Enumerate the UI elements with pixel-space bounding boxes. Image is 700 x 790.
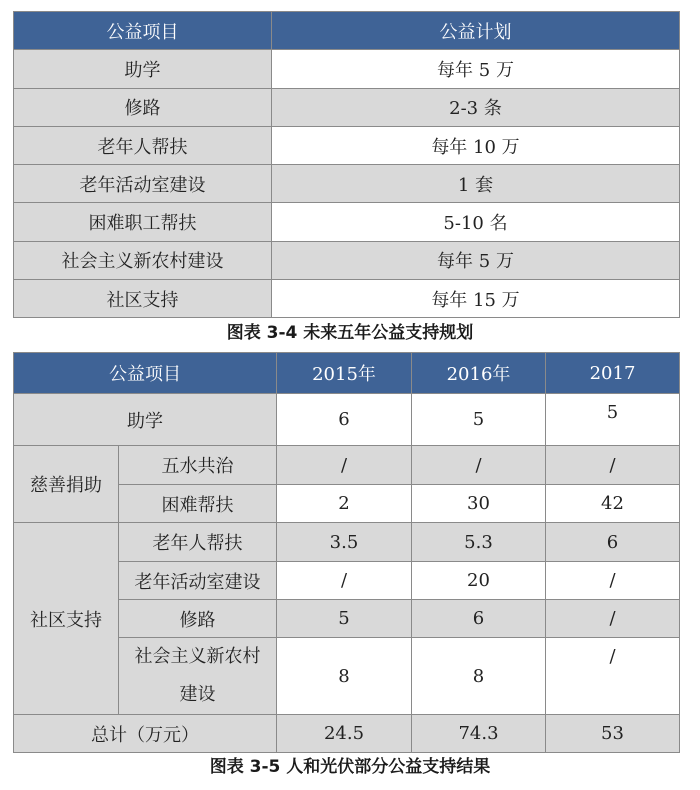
cell-2015: 5 xyxy=(277,600,412,638)
row-item: 困难职工帮扶 xyxy=(14,203,272,241)
table1-caption: 图表 3-4 未来五年公益支持规划 xyxy=(226,323,474,343)
total-label: 总计（万元） xyxy=(14,715,277,753)
results-table xyxy=(13,352,680,753)
cell-2016: 8 xyxy=(412,638,546,715)
cell-2017: / xyxy=(546,638,680,715)
table-row xyxy=(14,241,680,279)
cell-2017: / xyxy=(546,446,680,485)
cell-2016: 20 xyxy=(412,562,546,600)
table-row xyxy=(14,50,680,88)
table-header-row xyxy=(14,353,680,394)
cell-2016: / xyxy=(412,446,546,485)
cell-2016: 74.3 xyxy=(412,715,546,753)
cell-2017: / xyxy=(546,562,680,600)
cell-2015: / xyxy=(277,446,412,485)
cell-2015: 2 xyxy=(277,485,412,523)
row-item-line1: 社会主义新农村 xyxy=(134,646,261,667)
table-row xyxy=(14,203,680,241)
row-item: 老年活动室建设 xyxy=(119,562,277,600)
row-item: 五水共治 xyxy=(119,446,277,485)
row-item: 社区支持 xyxy=(14,280,272,318)
header-2017: 2017 xyxy=(546,353,680,394)
cell-2016: 5.3 xyxy=(412,523,546,562)
cell-2015: 6 xyxy=(277,394,412,446)
header-plan: 公益计划 xyxy=(272,12,680,50)
table-header-row xyxy=(14,12,680,50)
row-item: 修路 xyxy=(14,88,272,126)
row-plan: 2-3 条 xyxy=(272,88,680,126)
table-row xyxy=(14,446,680,485)
row-item: 助学 xyxy=(14,50,272,88)
cell-2017: 53 xyxy=(546,715,680,753)
header-2016: 2016年 xyxy=(412,353,546,394)
table-row xyxy=(14,165,680,203)
header-2015: 2015年 xyxy=(277,353,412,394)
table-row-total xyxy=(14,715,680,753)
row-plan: 每年 5 万 xyxy=(272,241,680,279)
cell-2017: / xyxy=(546,600,680,638)
row-item: 社会主义新农村建设 xyxy=(14,241,272,279)
cell-2015: 8 xyxy=(277,638,412,715)
row-item: 老年人帮扶 xyxy=(14,126,272,164)
cell-2016: 30 xyxy=(412,485,546,523)
cell-2017: 5 xyxy=(546,394,680,446)
row-plan: 5-10 名 xyxy=(272,203,680,241)
row-item: 助学 xyxy=(14,394,277,446)
cell-2015: / xyxy=(277,562,412,600)
cell-2015: 3.5 xyxy=(277,523,412,562)
row-item: 老年活动室建设 xyxy=(14,165,272,203)
cell-2016: 6 xyxy=(412,600,546,638)
row-item: 老年人帮扶 xyxy=(119,523,277,562)
cell-2015: 24.5 xyxy=(277,715,412,753)
group-label: 社区支持 xyxy=(14,523,119,715)
header-item: 公益项目 xyxy=(14,12,272,50)
row-item xyxy=(119,638,277,715)
row-item: 修路 xyxy=(119,600,277,638)
table-row xyxy=(14,394,680,446)
row-item: 困难帮扶 xyxy=(119,485,277,523)
header-item: 公益项目 xyxy=(14,353,277,394)
cell-2017: 6 xyxy=(546,523,680,562)
row-plan: 每年 5 万 xyxy=(272,50,680,88)
table-row xyxy=(14,88,680,126)
table-row xyxy=(14,280,680,318)
group-label: 慈善捐助 xyxy=(14,446,119,523)
cell-2017: 42 xyxy=(546,485,680,523)
plan-table xyxy=(13,11,680,318)
row-plan: 每年 15 万 xyxy=(272,280,680,318)
row-plan: 每年 10 万 xyxy=(272,126,680,164)
row-plan: 1 套 xyxy=(272,165,680,203)
table-row xyxy=(14,126,680,164)
row-item-line2: 建设 xyxy=(179,684,216,705)
table-row xyxy=(14,523,680,562)
table2-caption: 图表 3-5 人和光伏部分公益支持结果 xyxy=(209,757,491,777)
cell-2016: 5 xyxy=(412,394,546,446)
